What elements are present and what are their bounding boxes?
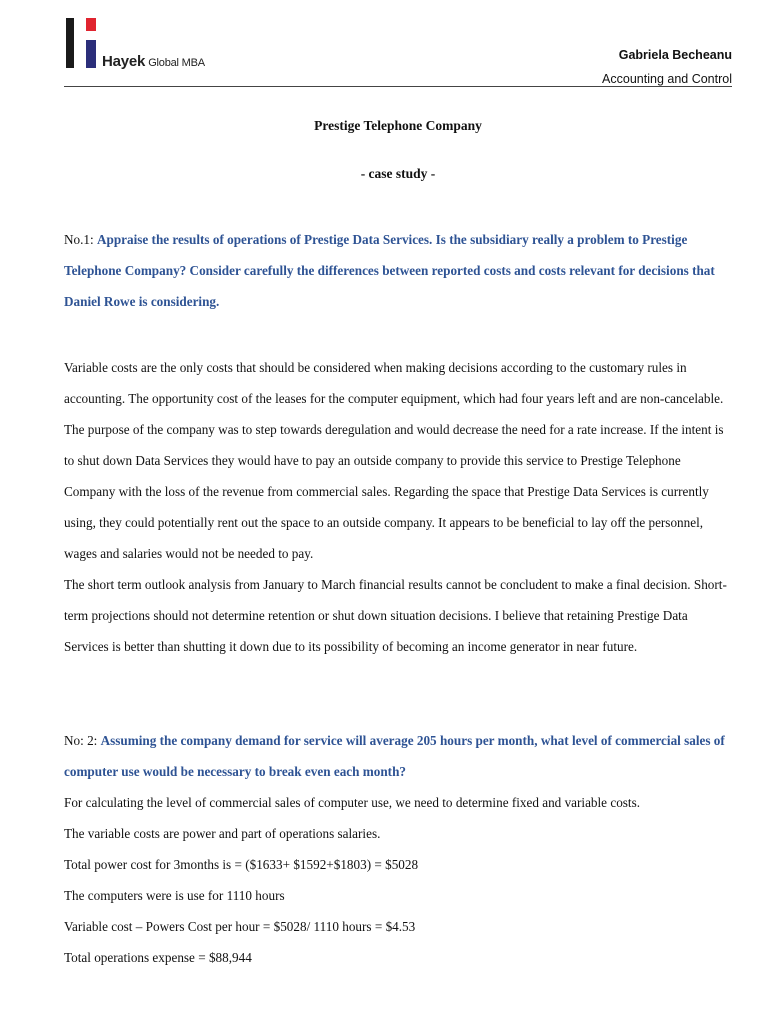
logo-bar-blue xyxy=(86,40,96,68)
answer-2-line: The variable costs are power and part of operations salaries. xyxy=(64,826,381,841)
course-name: Accounting and Control xyxy=(602,72,732,86)
hayek-logo xyxy=(64,18,234,74)
answer-2-line: Variable cost – Powers Cost per hour = $5028/ 1110 hours = $4.53 xyxy=(64,919,416,934)
logo-square-red xyxy=(86,18,96,31)
question-1-number: No.1: xyxy=(64,232,94,247)
question-1-text: Appraise the results of operations of Prestige Data Services. Is the subsidiary really a problem to Prestige Telephone Company? Consider carefully the differences between reported costs and costs relevant for decisions that Daniel Rowe is considering. xyxy=(64,232,715,309)
document-subtitle: - case study - xyxy=(360,166,436,181)
answer-1-paragraph-1: Variable costs are the only costs that should be considered when making decisions according to the customary rules in accounting. The opportunity cost of the leases for the computer equipment, which had four years left and are non-cancelable. The purpose of the company was to step towards deregulation and would decrease the need for a rate increase. If the intent is to shut down Data Services they would have to pay an outside company to provide this service to Prestige Telephone Company with the loss of the revenue from commercial sales. Regarding the space that Prestige Data Services is currently using, they could potentially rent out the space to an outside company. It appears to be beneficial to lay off the personnel, wages and salaries would not be needed to pay. xyxy=(64,360,724,561)
logo-wordmark xyxy=(102,53,205,70)
answer-2-line: For calculating the level of commercial sales of computer use, we need to determine fixed and variable costs. xyxy=(64,795,641,810)
question-1 xyxy=(64,224,732,317)
answer-1-paragraph-2: The short term outlook analysis from January to March financial results cannot be concludent to make a final decision. Short-term projections should not determine retention or shut down situation decisions. I believe that retaining Prestige Data Services is better than shutting it down due to its possibility of becoming an income generator in near future. xyxy=(64,577,727,654)
brand-name: Hayek xyxy=(102,53,146,70)
answer-2-line: The computers were is use for 1110 hours xyxy=(64,888,285,903)
answer-2-line: Total power cost for 3months is = ($1633+ $1592+$1803) = $5028 xyxy=(64,857,419,872)
header-info xyxy=(602,43,732,91)
author-name: Gabriela Becheanu xyxy=(618,48,732,62)
question-2 xyxy=(64,725,732,973)
document-title: Prestige Telephone Company xyxy=(314,118,482,133)
answer-1 xyxy=(64,352,732,662)
answer-2-line: Total operations expense = $88,944 xyxy=(64,950,252,965)
brand-sub: Global MBA xyxy=(148,57,205,69)
question-2-number: No: 2: xyxy=(64,733,98,748)
question-2-text: Assuming the company demand for service will average 205 hours per month, what level of commercial sales of computer use would be necessary to break even each month? xyxy=(64,733,725,779)
header-rule xyxy=(64,86,732,87)
logo-bar-black xyxy=(66,18,74,68)
